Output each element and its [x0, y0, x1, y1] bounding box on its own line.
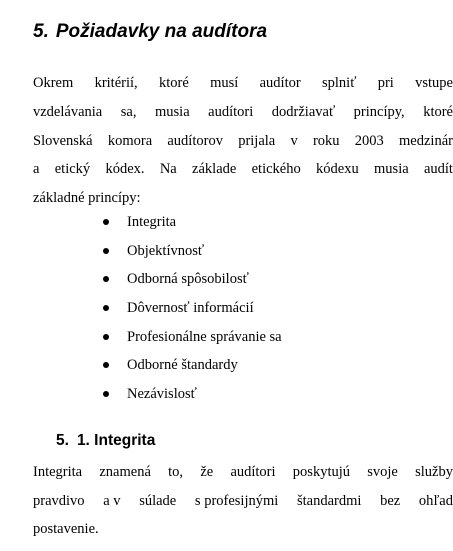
- word: audít: [423, 161, 453, 178]
- list-item: [103, 299, 282, 328]
- word: musia: [374, 161, 409, 178]
- word: Slovenská: [33, 132, 93, 149]
- list-item-label: Profesionálne správanie sa: [127, 328, 282, 345]
- word: základné princípy:: [33, 190, 141, 207]
- word: etický: [54, 161, 91, 178]
- word: princípy,: [353, 103, 405, 120]
- word: audítori: [230, 464, 276, 480]
- word: postavenie.: [33, 521, 99, 537]
- integrity-paragraph-line: [33, 492, 453, 510]
- list-item-label: Objektívnosť: [127, 242, 205, 259]
- word: a v: [103, 492, 121, 509]
- word: a: [33, 161, 40, 178]
- list-item-label: Odborné štandardy: [127, 357, 238, 374]
- word: Integrita: [33, 464, 83, 480]
- word: dodržiavať: [271, 103, 336, 120]
- word: Na: [159, 161, 177, 178]
- principles-list: [103, 213, 282, 414]
- word: bez: [380, 492, 401, 509]
- word: prijala: [238, 132, 276, 149]
- list-item: [103, 385, 282, 414]
- list-item-label: Odborná spôsobilosť: [127, 271, 249, 288]
- subsection-title: 1. Integrita: [76, 432, 156, 449]
- intro-paragraph-line: [33, 189, 141, 207]
- word: musia: [155, 103, 190, 120]
- list-item-label: Dôvernosť informácií: [127, 300, 254, 317]
- word: audítorov: [167, 132, 223, 149]
- list-item: [103, 270, 282, 299]
- word: audítori: [208, 103, 254, 120]
- word: pri: [377, 75, 394, 91]
- intro-paragraph-line: [33, 132, 453, 150]
- bullet-icon: [103, 276, 109, 282]
- integrity-paragraph-line: [33, 463, 453, 481]
- word: znamená: [99, 464, 151, 480]
- subsection-heading: [56, 431, 155, 451]
- bullet-icon: [103, 248, 109, 254]
- word: s profesijnými: [194, 492, 279, 509]
- word: že: [200, 464, 214, 480]
- word: svoje: [367, 464, 398, 480]
- intro-paragraph-line: [33, 103, 453, 121]
- list-item-label: Nezávislosť: [127, 386, 197, 403]
- word: kódexu: [316, 161, 359, 178]
- word: pravdivo: [33, 492, 85, 509]
- word: kritérií,: [94, 75, 138, 91]
- word: základe: [192, 161, 237, 178]
- word: audítor: [259, 75, 301, 91]
- word: Okrem: [33, 75, 74, 91]
- word: to,: [168, 464, 184, 480]
- word: ktoré: [423, 103, 453, 120]
- word: komora: [107, 132, 153, 149]
- list-item: [103, 328, 282, 357]
- word: etického: [251, 161, 301, 178]
- word: ohľad: [418, 492, 453, 509]
- word: poskytujú: [292, 464, 350, 480]
- word: štandardmi: [296, 492, 362, 509]
- word: sa,: [120, 103, 137, 120]
- section-heading: [33, 20, 267, 44]
- word: súlade: [139, 492, 177, 509]
- section-title: Požiadavky na audítora: [55, 21, 268, 42]
- list-item: [103, 213, 282, 242]
- list-item: [103, 356, 282, 385]
- bullet-icon: [103, 219, 109, 225]
- word: splniť: [322, 75, 357, 91]
- bullet-icon: [103, 334, 109, 340]
- word: vstupe: [415, 75, 453, 91]
- word: služby: [415, 464, 453, 480]
- integrity-paragraph-line: [33, 520, 99, 538]
- word: kódex.: [105, 161, 145, 178]
- list-item-label: Integrita: [127, 214, 177, 230]
- bullet-icon: [103, 391, 109, 397]
- intro-paragraph-line: [33, 74, 453, 92]
- word: v: [290, 132, 298, 149]
- word: roku: [312, 132, 340, 149]
- word: musí: [210, 75, 239, 91]
- word: 2003: [354, 132, 384, 149]
- bullet-icon: [103, 362, 109, 368]
- word: medzinár: [399, 132, 453, 149]
- list-item: [103, 242, 282, 271]
- intro-paragraph-line: [33, 160, 453, 178]
- word: vzdelávania: [33, 103, 103, 120]
- bullet-icon: [103, 305, 109, 311]
- word: ktoré: [158, 75, 189, 91]
- subsection-number: 5.: [56, 432, 69, 449]
- section-number: 5.: [33, 21, 49, 42]
